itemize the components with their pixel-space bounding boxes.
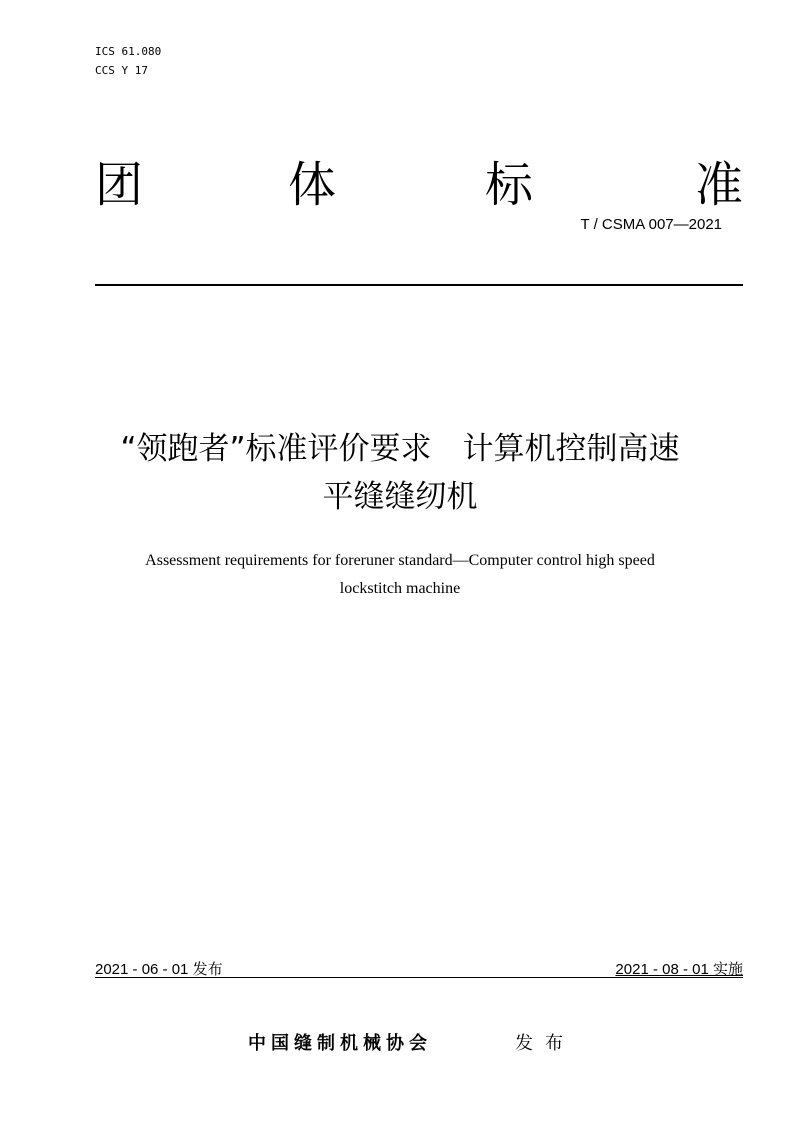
standard-type-char: 准: [694, 157, 743, 213]
footer-divider: [95, 977, 743, 978]
document-title-cn: [60, 425, 740, 521]
ics-code: ICS 61.080: [95, 45, 162, 58]
standard-number: T / CSMA 007—2021: [580, 216, 722, 233]
publisher-name: 中国缝制机械协会: [248, 1033, 432, 1054]
standard-type-char: 团: [95, 157, 144, 213]
publish-action: 发布: [515, 1033, 575, 1054]
title-cn-line: 平缝缝纫机: [322, 479, 478, 515]
classification-codes: [95, 42, 161, 80]
standard-type-char: 标: [485, 157, 534, 213]
implement-date: 2021 - 08 - 01 实施: [615, 961, 743, 978]
title-cn-line: “领跑者”标准评价要求 计算机控制高速: [120, 431, 680, 467]
standard-type-heading: [95, 150, 743, 220]
title-en-line: Assessment requirements for foreruner standard—Computer control high speed: [145, 552, 655, 569]
header-divider: [95, 284, 743, 286]
standard-type-char: 体: [288, 157, 337, 213]
document-title-en: [60, 547, 740, 603]
ccs-code: CCS Y 17: [95, 64, 148, 77]
title-en-line: lockstitch machine: [339, 580, 461, 597]
publish-date: 2021 - 06 - 01 发布: [95, 961, 223, 978]
